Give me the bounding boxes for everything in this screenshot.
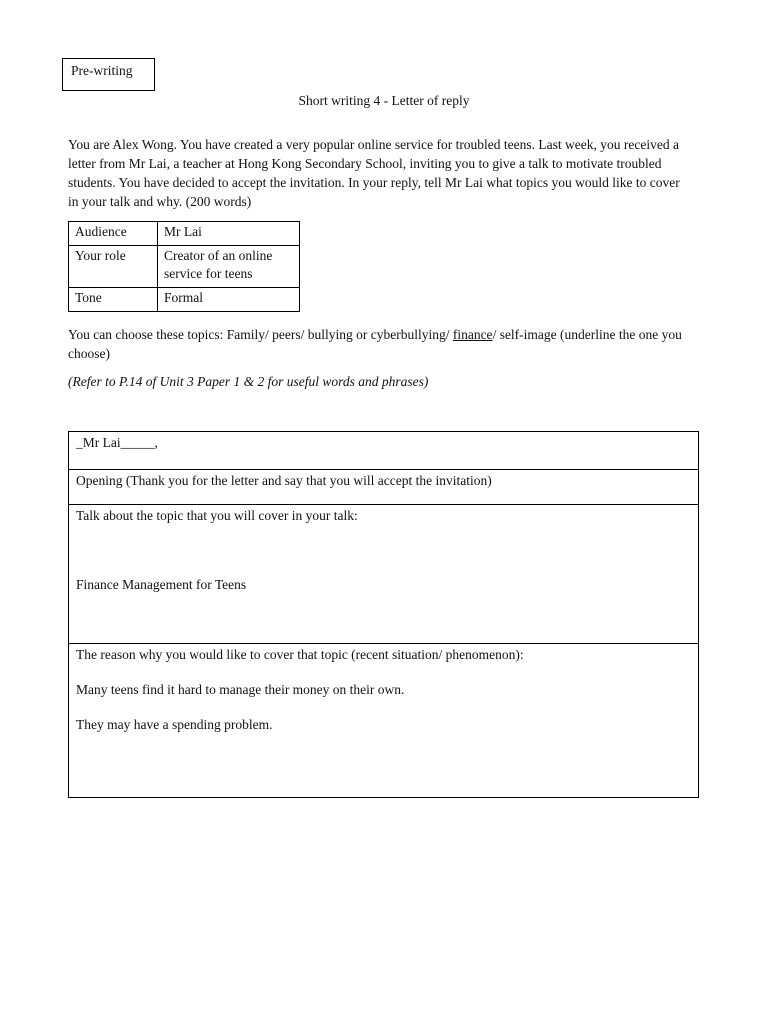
reference-note: (Refer to P.14 of Unit 3 Paper 1 & 2 for useful words and phrases) (68, 374, 429, 389)
letter-plan-table (68, 431, 699, 798)
topic-answer: Finance Management for Teens (76, 577, 247, 592)
task-instructions (68, 135, 703, 211)
topics-line: choose) (68, 346, 110, 361)
salutation-text: _Mr Lai_____, (76, 435, 158, 450)
topics-line (68, 325, 703, 344)
role-value-line: service for teens (164, 266, 253, 281)
tone-value: Formal (158, 288, 300, 312)
topics-text-end: / self-image (underline the one you (492, 327, 682, 342)
reason-answer: Many teens find it hard to manage their money on their own. (76, 682, 405, 697)
task-info-table (68, 221, 300, 312)
role-value (158, 246, 300, 288)
instruction-line: letter from Mr Lai, a teacher at Hong Kong Secondary School, inviting you to give a talk to motivate troubled (68, 156, 662, 171)
page-title: Short writing 4 - Letter of reply (298, 93, 470, 108)
reason-answer: They may have a spending problem. (76, 717, 273, 732)
chosen-topic: finance (452, 327, 493, 342)
topics-text: You can choose these topics: Family/ peers/ bullying or cyberbullying/ (68, 327, 453, 342)
opening-text: Opening (Thank you for the letter and say that you will accept the invitation) (76, 473, 492, 488)
opening-row (69, 469, 698, 504)
role-label: Your role (69, 246, 158, 288)
audience-label: Audience (69, 222, 158, 246)
salutation-row (69, 432, 698, 469)
topic-prompt: Talk about the topic that you will cover in your talk: (76, 508, 358, 523)
tone-label: Tone (69, 288, 158, 312)
audience-value: Mr Lai (158, 222, 300, 246)
instruction-line: in your talk and why. (200 words) (68, 194, 252, 209)
role-row (69, 246, 300, 288)
topic-choices (68, 325, 703, 363)
pre-writing-label: Pre-writing (62, 58, 155, 91)
instruction-line: students. You have decided to accept the invitation. In your reply, tell Mr Lai what topics you would like to cover (68, 175, 680, 190)
instruction-line: You are Alex Wong. You have created a very popular online service for troubled teens. Last week, you received a (68, 137, 679, 152)
reason-row (69, 643, 698, 797)
audience-row (69, 222, 300, 246)
topic-row (69, 504, 698, 643)
role-value-line: Creator of an online (164, 248, 273, 263)
tone-row (69, 288, 300, 312)
reason-prompt: The reason why you would like to cover that topic (recent situation/ phenomenon): (76, 647, 524, 662)
